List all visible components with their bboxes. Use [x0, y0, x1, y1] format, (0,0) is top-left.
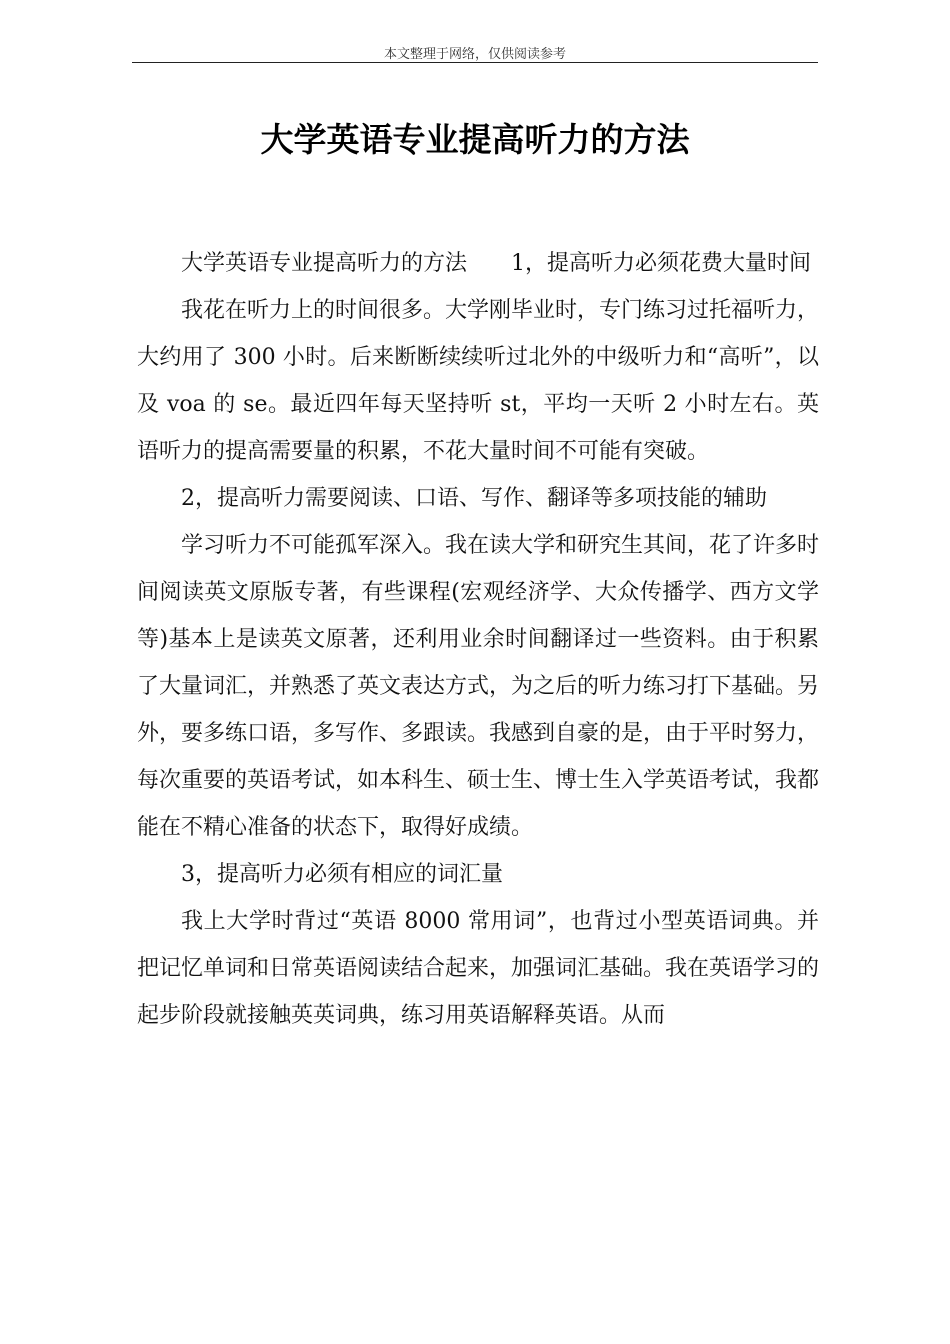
paragraph-heading: 大学英语专业提高听力的方法 — [181, 251, 468, 276]
header-note: 本文整理于网络，仅供阅读参考 — [383, 47, 566, 62]
document-title: 大学英语专业提高听力的方法 — [260, 120, 690, 159]
paragraph — [137, 240, 819, 287]
paragraph: 学习听力不可能孤军深入。我在读大学和研究生其间，花了许多时间阅读英文原版专著，有些课程(宏观经济学、大众传播学、西方文学等)基本上是读英文原著，还利用业余时间翻译过一些资料。由于积累了大量词汇，并熟悉了英文表达方式，为之后的听力练习打下基础。另外，要多练口语，多写作、多跟读。我感到自豪的是，由于平时努力，每次重要的英语考试，如本科生、硕士生、博士生入学英语考试，我都能在不精心准备的状态下，取得好成绩。 — [137, 533, 820, 840]
paragraph: 我上大学时背过“英语 8000 常用词”，也背过小型英语词典。并把记忆单词和日常英语阅读结合起来，加强词汇基础。我在英语学习的起步阶段就接触英英词典，练习用英语解释英语。从而 — [137, 909, 820, 1028]
header-divider — [132, 62, 818, 63]
paragraph: 2，提高听力需要阅读、口语、写作、翻译等多项技能的辅助 — [181, 486, 767, 511]
paragraph-text: 1，提高听力必须花费大量时间 — [511, 251, 812, 276]
paragraph: 我花在听力上的时间很多。大学刚毕业时，专门练习过托福听力，大约用了 300 小时。后来断断续续听过北外的中级听力和“高听”，以及 voa 的 se。最近四年每天坚持听 st，平均一天听 2 小时左右。英语听力的提高需要量的积累，不花大量时间不可能有突破。 — [137, 298, 820, 464]
document-body — [137, 240, 819, 1039]
paragraph: 3，提高听力必须有相应的词汇量 — [181, 862, 503, 887]
